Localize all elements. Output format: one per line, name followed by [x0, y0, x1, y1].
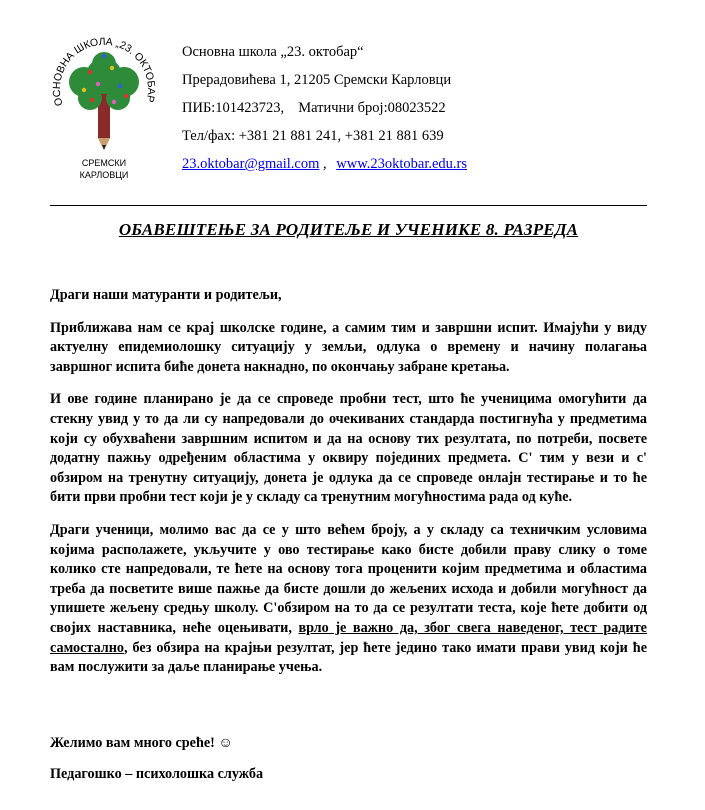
tax-ids — [182, 100, 467, 128]
logo-city-line2: КАРЛОВЦИ — [79, 170, 129, 180]
logo-city-line1: СРЕМСКИ — [81, 158, 127, 168]
link-separator: , — [319, 156, 331, 172]
document-title: ОБАВЕШТЕЊЕ ЗА РОДИТЕЉЕ И УЧЕНИКЕ 8. РАЗРЕДА — [118, 220, 579, 239]
paragraph-3 — [50, 521, 647, 678]
school-logo — [40, 26, 168, 191]
website-link[interactable]: www.23oktobar.edu.rs — [336, 156, 468, 172]
school-address: Прерадовићева 1, 21205 Сремски Карловци — [182, 72, 452, 88]
closing-wish: Желимо вам много среће! ☺ — [50, 735, 233, 751]
header-divider — [50, 205, 647, 206]
email-link[interactable]: 23.oktobar@gmail.com — [182, 156, 320, 172]
paragraph-1: Приближава нам се крај школске године, а самим тим и завршни испит. Имајући у виду актуелну епидемиолошку ситуацију у земљи, одлука о времену и начину полагања завршног испита биће донета накнадно, по окончању забране кретања. — [50, 319, 647, 375]
paragraph-2: И ове године планирано је да се спроведе пробни тест, што ће ученицима омогућити да стекну увид у то да ли су напредовали до очекиваних стандарда постигнућа у предметима који су обухваћени завршним испитом и да на основу тих резултата, по потреби, посвете додатну пажњу одређеним областима у оквиру појединих предмета. С' тим у вези и с' обзиром на тренутну ситуацију, донета је одлука да се спроведе онлајн тестирање и то ће бити први пробни тест који је у складу са тренутним могућностима рада од куће. — [50, 391, 647, 506]
letter-body — [50, 286, 647, 691]
signature: Педагошко – психолошка служба — [50, 766, 264, 782]
contact-links — [182, 156, 467, 184]
logo-ring-text: ОСНОВНА ШКОЛА „23. ОКТОБАР — [50, 35, 158, 108]
paragraph-3-emphasis: врло је важно да, због свега наведеног, тест радите самостално — [50, 619, 647, 656]
school-name: Основна школа „23. октобар“ — [182, 44, 364, 60]
letterhead — [182, 44, 467, 184]
paragraph-3-end: , без обзира на крајњи резултат, јер ћете једино тако имати прави увид који ће вам послужити за даље планирање учења. — [50, 639, 647, 676]
paragraph-3-start: Драги ученици, молимо вас да се у што већем броју, а у складу са техничким условима којима располажете, укључите у ово тестирање како бисте добили праву слику о томе колико сте напредовали, те ћете на основу тога проценити којим предметима и областима треба да посветите више пажње да бисте дошли до жељених исхода и добили могућност да упишете жељену средњу школу. С'обзиром на то да се резултати теста, које ћете добити од својих наставника, неће оцењивати, — [50, 521, 647, 636]
tree-pencil-logo-icon — [69, 52, 139, 150]
registration-number: Матични број:08023522 — [298, 100, 446, 116]
pib-number: ПИБ:101423723, — [182, 100, 285, 116]
greeting: Драги наши матуранти и родитељи, — [50, 287, 282, 303]
phone-fax: Тел/фах: +381 21 881 241, +381 21 881 639 — [182, 128, 444, 144]
